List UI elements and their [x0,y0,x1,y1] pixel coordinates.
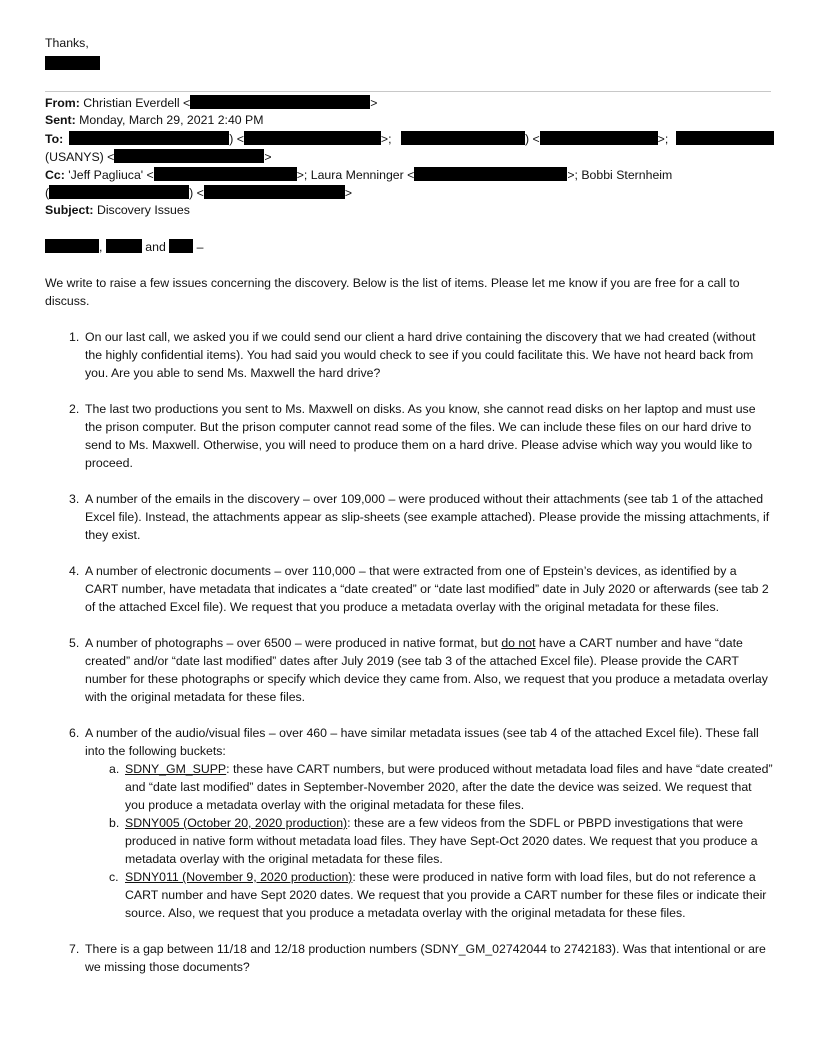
sent-label: Sent: [45,113,76,127]
sub-list-item: b. SDNY005 (October 20, 2020 production): these are a few videos from the SDFL or PBPD investigations that were produced in native form without metadata load files. They have Sept-Oct 2020 dates. We request that you produce a metadata overlay with the original metadata for these files. [109,816,758,866]
closing-thanks: Thanks, [45,36,89,50]
to-label: To: [45,132,64,146]
list-item: 5. A number of photographs – over 6500 – were produced in native format, but do not have a CART number and have “date created” and/or “date last modified” dates after July 2019 (see tab 3 of the attached Excel file). Please provide the CART number for these photographs or specify which device they came from. Also, we request that you produce a metadata overlay with the original metadata for these files. [69,636,768,704]
sent-value: Monday, March 29, 2021 2:40 PM [79,113,264,127]
header-cc-continued: ( ) < > [45,186,352,200]
issue-list [45,328,773,994]
from-value: Christian Everdell < [83,96,191,110]
greeting: , and – [45,239,203,254]
redacted-email [190,95,370,109]
sub-list [85,760,773,922]
header-sent [45,113,264,127]
header-cc: Cc: 'Jeff Pagliuca' < >; Laura Menninger < >; Bobbi Sternheim [45,168,673,182]
list-item: 4. A number of electronic documents – over 110,000 – that were extracted from one of Epstein’s devices, as identified by a CART number, have metadata that indicates a “date created” or “date last modified” date in July 2020 or afterwards (see tab 2 of the attached Excel file). We request that you produce a metadata overlay with the original metadata for these files. [69,564,769,614]
header-to: To: ) < >; ) < >; [45,131,774,146]
header-subject [45,203,190,217]
from-label: From: [45,96,80,110]
header-divider [45,91,771,92]
header-from: From: Christian Everdell < > [45,96,378,110]
list-item: 7. There is a gap between 11/18 and 12/18 production numbers (SDNY_GM_02742044 to 2742183). Was that intentional or are we missing those documents? [69,942,766,974]
header-to-continued: (USANYS) < > [45,150,272,164]
intro-paragraph: We write to raise a few issues concerning the discovery. Below is the list of items. Please let me know if you are free for a call to discuss. [45,276,740,308]
redacted-signature [45,56,100,71]
sub-list-item: c. SDNY011 (November 9, 2020 production): these were produced in native form with load files, but do not reference a CART number and have Sept 2020 dates. We request that you provide a CART number for these files or indicate their source. Also, we request that you produce a metadata overlay with the original metadata for these files. [109,870,767,920]
cc-label: Cc: [45,168,65,182]
sub-list-item: a. SDNY_GM_SUPP: these have CART numbers, but were produced without metadata load files and have “date created” and “date last modified” dates in September-November 2020, after the date the device was seized. We request that you produce a metadata overlay with the original metadata for these files. [109,762,773,812]
list-item: 3. A number of the emails in the discovery – over 109,000 – were produced without their attachments (see tab 1 of the attached Excel file). Instead, the attachments appear as slip-sheets (see example attached). Please provide the missing attachments, if they exist. [69,492,770,542]
list-item: 6. A number of the audio/visual files – over 460 – have similar metadata issues (see tab 4 of the attached Excel file). These fall into the following buckets: a. SDNY_GM_SUPP: these have CART numbers, but were produced without metadata load files and have “date created” and “date last modified” dates in September-November 2020, after the date the device was seized. We request that you produce a metadata overlay with the original metadata for these files. b. SDNY005 (October 20, 2020 production): these are a few videos from the SDFL or PBPD investigations that were produced in native form without metadata load files. They have Sept-Oct 2020 dates. We request that you produce a metadata overlay with the original metadata for these files. c. SDNY011 (November 9, 2020 production): these were produced in native form with load files, but do not reference a CART number and have Sept 2020 dates. We request that you provide a CART number for these files or indicate their source. Also, we request that you produce a metadata overlay with the original metadata for these files. [69,726,773,920]
list-item: 2. The last two productions you sent to Ms. Maxwell on disks. As you know, she cannot read disks on her laptop and must use the prison computer. But the prison computer cannot read some of the files. We can include these files on our hard drive to send to Ms. Maxwell. Otherwise, you will need to produce them on a hard drive. Please advise which way you would like to proceed. [69,402,756,470]
subject-value: Discovery Issues [96,203,190,217]
list-item: 1. On our last call, we asked you if we could send our client a hard drive containing the discovery that we had created (without the highly confidential items). You had said you would check to see if you could facilitate this. We have not heard back from you. Are you able to send Ms. Maxwell the hard drive? [69,330,756,380]
subject-label: Subject: [45,203,94,217]
